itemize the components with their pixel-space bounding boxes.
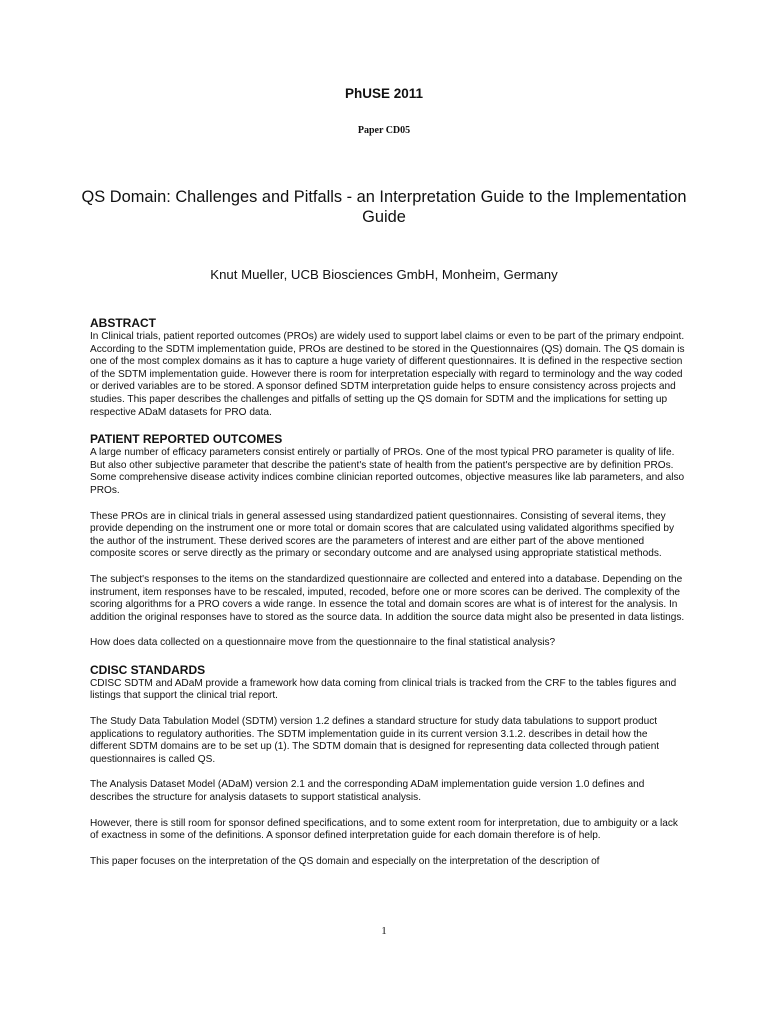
paragraph: CDISC SDTM and ADaM provide a framework how data coming from clinical trials is tracked from the CRF to the tables figures and listings that support the clinical trial report. (90, 677, 677, 702)
page-number: 1 (381, 925, 387, 937)
paper-body (90, 316, 685, 868)
paper-title: QS Domain: Challenges and Pitfalls - an Interpretation Guide to the Implementation Guide (81, 188, 687, 226)
paragraph: This paper focuses on the interpretation of the QS domain and especially on the interpretation of the description of (90, 855, 600, 867)
paragraph: The subject's responses to the items on the standardized questionnaire are collected and entered into a database. Depending on the instrument, item responses have to be rescaled, imputed, recoded, before one or more scores can be derived. The complexity of the scoring algorithms for a PRO covers a wide range. In essence the total and domain scores are what is of interest for the analysis. In addition the original responses have to stored as the source data. In addition the source data might also be presented in data listings. (90, 573, 685, 623)
section-heading: ABSTRACT (90, 316, 156, 330)
paragraph: The Study Data Tabulation Model (SDTM) version 1.2 defines a standard structure for study data tabulations to support product applications to regulatory authorities. The SDTM implementation guide in its current version 3.1.2. describes in detail how the different SDTM domains are to be set up (1). The SDTM domain that is designed for representing data collected through patient questionnaires is called QS. (90, 716, 660, 765)
paragraph: However, there is still room for sponsor defined specifications, and to some extent room for interpretation, due to ambiguity or a lack of exactness in some of the definitions. A sponsor defined interpretation guide for each domain therefore is of help. (90, 817, 678, 842)
author-line: Knut Mueller, UCB Biosciences GmbH, Monheim, Germany (210, 267, 558, 282)
section-cdisc-standards (90, 663, 685, 869)
section-patient-reported-outcomes (90, 432, 685, 650)
paragraph: In Clinical trials, patient reported outcomes (PROs) are widely used to support label claims or even to be part of the primary endpoint. According to the SDTM implementation guide, PROs are destined to be stored in the Questionnaires (QS) domain. The QS domain is one of the most complex domains as it has to capture a huge variety of different questionnaires. It is defined in the respective section of the SDTM implementation guide. However there is room for interpretation especially with regard to terminology and the way coded or derived variables are to be stored. A sponsor defined SDTM interpretation guide helps to ensure consistency across projects and studies. This paper describes the challenges and pitfalls of setting up the QS domain for SDTM and the implications for setting up respective ADaM datasets for PRO data. (90, 331, 685, 418)
paragraph: The Analysis Dataset Model (ADaM) version 2.1 and the corresponding ADaM implementation guide version 1.0 defines and describes the structure for analysis datasets to support statistical analysis. (90, 779, 645, 804)
paragraph: A large number of efficacy parameters consist entirely or partially of PROs. One of the most typical PRO parameter is quality of life. But also other subjective parameter that describe the patient's state of health from the patient's perspective are by definition PROs. Some comprehensive disease activity indices combine clinician reported outcomes, objective measures like lab parameters, and also PROs. (90, 447, 685, 496)
paragraph: How does data collected on a questionnaire move from the questionnaire to the final statistical analysis? (90, 637, 556, 649)
section-abstract (90, 316, 685, 419)
paper-id: Paper CD05 (357, 125, 411, 136)
conference-name: PhUSE 2011 (344, 86, 424, 101)
paragraph: These PROs are in clinical trials in general assessed using standardized patient questionnaires. Consisting of several items, they provide depending on the instrument one or more total or domain scores that are calculated using validated algorithms specified by the author of the instrument. These derived scores are the parameters of interest and are either part of the above mentioned composite scores or serve directly as the primary or secondary outcome and are analysed using appropriate statistical methods. (90, 510, 675, 560)
section-heading: CDISC STANDARDS (90, 662, 206, 677)
section-heading: PATIENT REPORTED OUTCOMES (90, 432, 283, 447)
